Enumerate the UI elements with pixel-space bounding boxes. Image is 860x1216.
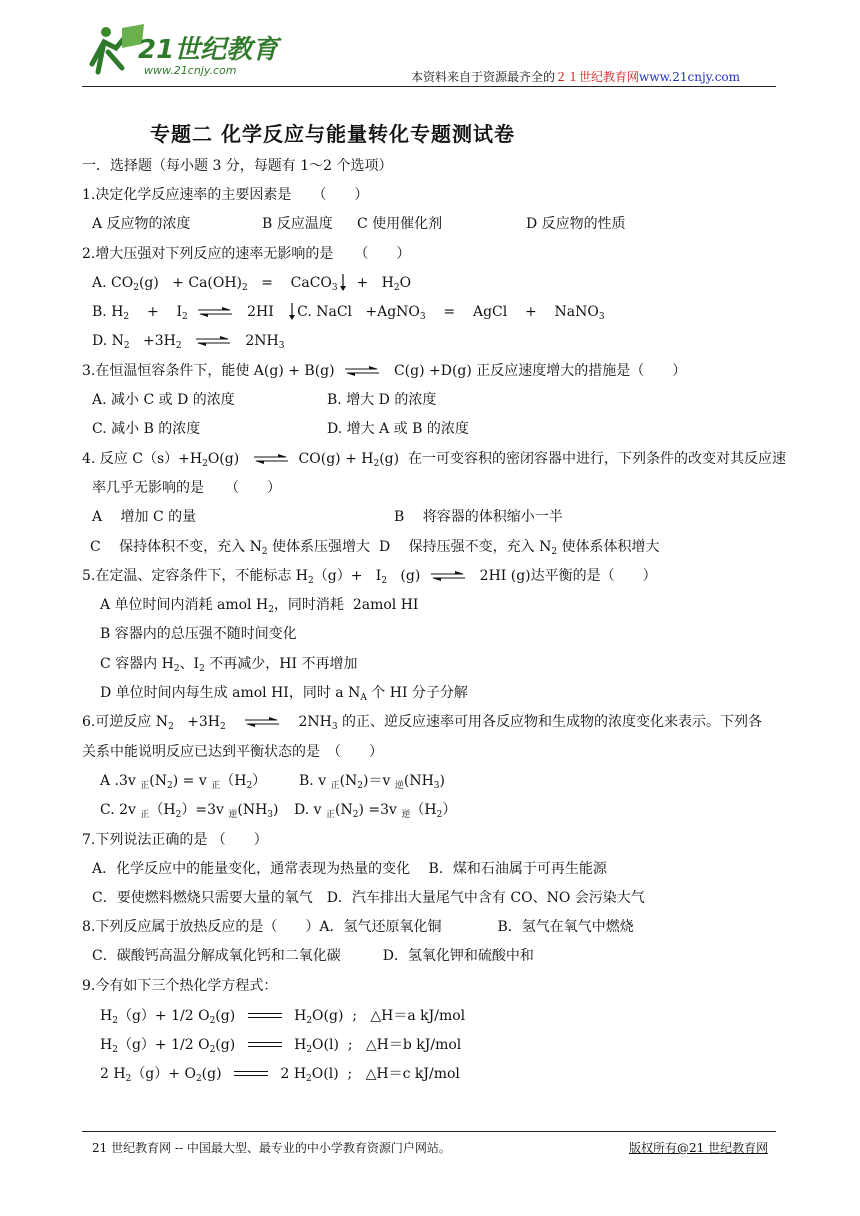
q1-option-a: A 反应物的浓度	[92, 216, 191, 232]
header-divider	[82, 86, 776, 87]
reversible-arrow-icon	[245, 717, 279, 727]
q2-option-b: B. $H_2$ + $I_2$ 2HI C. NaCl +AgNO$_3$ = AgCl + NaNO$_3$	[92, 304, 605, 322]
reversible-arrow-icon	[198, 307, 232, 317]
page-title: 专题二 化学反应与能量转化专题测试卷	[150, 122, 515, 146]
equals-sign-icon	[248, 1011, 282, 1021]
reversible-arrow-icon	[431, 571, 465, 581]
q4-stem: 4. 反应 $C(s)+H_2O(g)$ $CO(g) + H_2(g)$ 在一可变容积的密闭容器中进行，下列条件的改变对其反应速	[82, 451, 786, 469]
q7-options-ab: A．化学反应中的能量变化，通常表现为热量的变化 B．煤和石油属于可再生能源	[92, 861, 607, 877]
footer-copyright-link[interactable]: 版权所有@21 世纪教育网	[629, 1141, 769, 1155]
q5-option-c: C 容器内 $H_2$、$I_2$ 不再减少，HI 不再增加	[100, 656, 358, 674]
q9-equation-3: 2 $H_2(g)+ O_2(g)$ 2 $H_2O(l)$ ; △H＝c kJ/mol	[100, 1066, 460, 1084]
q9-equation-1: $H_2(g)+ 1/2$ $O_2(g)$ $H_2O(g)$ ; △H＝a kJ/mol	[100, 1008, 466, 1026]
q7-options-cd: C．要使燃料燃烧只需要大量的氧气 D．汽车排出大量尾气中含有 CO、NO 会污染大气	[92, 890, 645, 906]
section-heading: 一．选择题（每小题 3 分，每题有 1～2 个选项）	[82, 158, 393, 174]
footer-tagline: 21 世纪教育网 -- 中国最大型、最专业的中小学教育资源门户网站。	[92, 1141, 451, 1155]
q6-stem: 6.可逆反应 $N_2 +3H_2$ $2NH_3$ 的正、逆反应速率可用各反应物和生成物的浓度变化来表示。下列各	[82, 714, 762, 732]
header-note-site: 世纪教育网	[579, 70, 640, 84]
q6-option-d: D. v $_正(N_2) =3v$ $_逆(H_2)$	[294, 802, 457, 820]
q1-stem: 1.决定化学反应速率的主要因素是 （ ）	[82, 187, 369, 203]
q2-option-a: A. $CO_2(g) + Ca(OH)_2$ = CaCO$_3$ + $H_2O$	[92, 275, 412, 293]
q9-equation-2: $H_2(g)+ 1/2$ $O_2(g)$ $H_2O(l)$ ; △H＝b kJ/mol	[100, 1037, 462, 1055]
q5-option-b: B 容器内的总压强不随时间变化	[100, 626, 297, 642]
q3-option-d: D. 增大 A 或 B 的浓度	[327, 421, 469, 437]
q6-stem-b: 的正、逆反应速率可用各反应物和生成物的浓度变化来表示。下列各	[342, 714, 762, 730]
q8-options-cd: C．碳酸钙高温分解成氧化钙和二氧化碳 D．氢氧化钾和硫酸中和	[92, 948, 534, 964]
logo-url: www.21cnjy.com	[144, 64, 237, 77]
q9-stem: 9.今有如下三个热化学方程式：	[82, 978, 278, 994]
q6-stem-2: 关系中能说明反应已达到平衡状态的是 （ ）	[82, 744, 383, 760]
reversible-arrow-icon	[345, 366, 379, 376]
q6-option-b: B. v $_正(N_2)=v$ $_逆(NH_3)$	[299, 773, 445, 791]
footer-divider	[82, 1131, 776, 1132]
q5-option-a: A 单位时间内消耗 amol $H_2$，同时消耗 2amol HI	[100, 597, 419, 615]
reversible-arrow-icon	[254, 454, 288, 464]
q4-stem-2: 率几乎无影响的是 （ ）	[92, 480, 281, 496]
logo-wordmark: 21世纪教育	[138, 35, 279, 65]
q4-stem-b: 在一可变容积的密闭容器中进行，下列条件的改变对其反应速	[408, 451, 786, 467]
precipitate-arrow-icon	[338, 273, 348, 293]
q1-option-c: C 使用催化剂	[357, 216, 443, 232]
q2-stem: 2.增大压强对下列反应的速率无影响的是 （ ）	[82, 246, 411, 262]
q6-option-a: A .3v $_正(N_2) = v$ $_正(H_2)$	[100, 773, 267, 791]
q4-option-b: B 将容器的体积缩小一半	[394, 509, 563, 525]
q5-stem: 5.在定温、定容条件下，不能标志 $H_2(g)+ I_2$ (g) 2HI (g)达平衡的是（ ）	[82, 568, 657, 586]
q1-option-d: D 反应物的性质	[526, 216, 626, 232]
q8-stem: 8.下列反应属于放热反应的是（ ）A．氢气还原氧化铜 B．氢气在氧气中燃烧	[82, 919, 634, 935]
q3-option-a: A. 减小 C 或 D 的浓度	[92, 392, 235, 408]
reversible-arrow-icon	[196, 336, 230, 346]
q4-option-cd: C 保持体积不变，充入 $N_2$ 使体系压强增大 D 保持压强不变，充入 $N_2$ 使体系体积增大	[90, 539, 660, 557]
q6-option-c: C. 2v $_正(H_2)=3v$ $_逆(NH_3)$	[100, 802, 279, 820]
header-note-number: ２１	[555, 70, 580, 84]
precipitate-arrow-icon	[287, 302, 297, 322]
header-note	[411, 68, 740, 85]
header-note-url[interactable]: www.21cnjy.com	[639, 70, 741, 84]
equals-sign-icon	[234, 1069, 268, 1079]
page-header	[0, 0, 860, 95]
q3-option-c: C. 减小 B 的浓度	[92, 421, 201, 437]
q2-option-d: D. $N_2 +3H_2$ $2NH_3$	[92, 333, 285, 351]
q3-stem	[82, 361, 686, 381]
equals-sign-icon	[248, 1040, 282, 1050]
q3-option-b: B. 增大 D 的浓度	[327, 392, 437, 408]
q1-option-b: B 反应温度	[262, 216, 333, 232]
header-note-prefix: 本资料来自于资源最齐全的	[411, 70, 556, 84]
q5-option-d: D 单位时间内每生成 amol HI，同时 a $N_A$ 个 HI 分子分解	[100, 685, 468, 703]
q3-stem-b: C(g) +D(g) 正反应速度增大的措施是（ ）	[393, 363, 687, 379]
q3-stem-a: 3.在恒温恒容条件下，能使 A(g) + B(g)	[82, 363, 335, 379]
q4-option-a: A 增加 C 的量	[92, 509, 197, 525]
q5-stem-b: 达平衡的是（ ）	[530, 568, 657, 584]
site-logo	[82, 22, 292, 82]
q7-stem: 7.下列说法正确的是 （ ）	[82, 832, 268, 848]
